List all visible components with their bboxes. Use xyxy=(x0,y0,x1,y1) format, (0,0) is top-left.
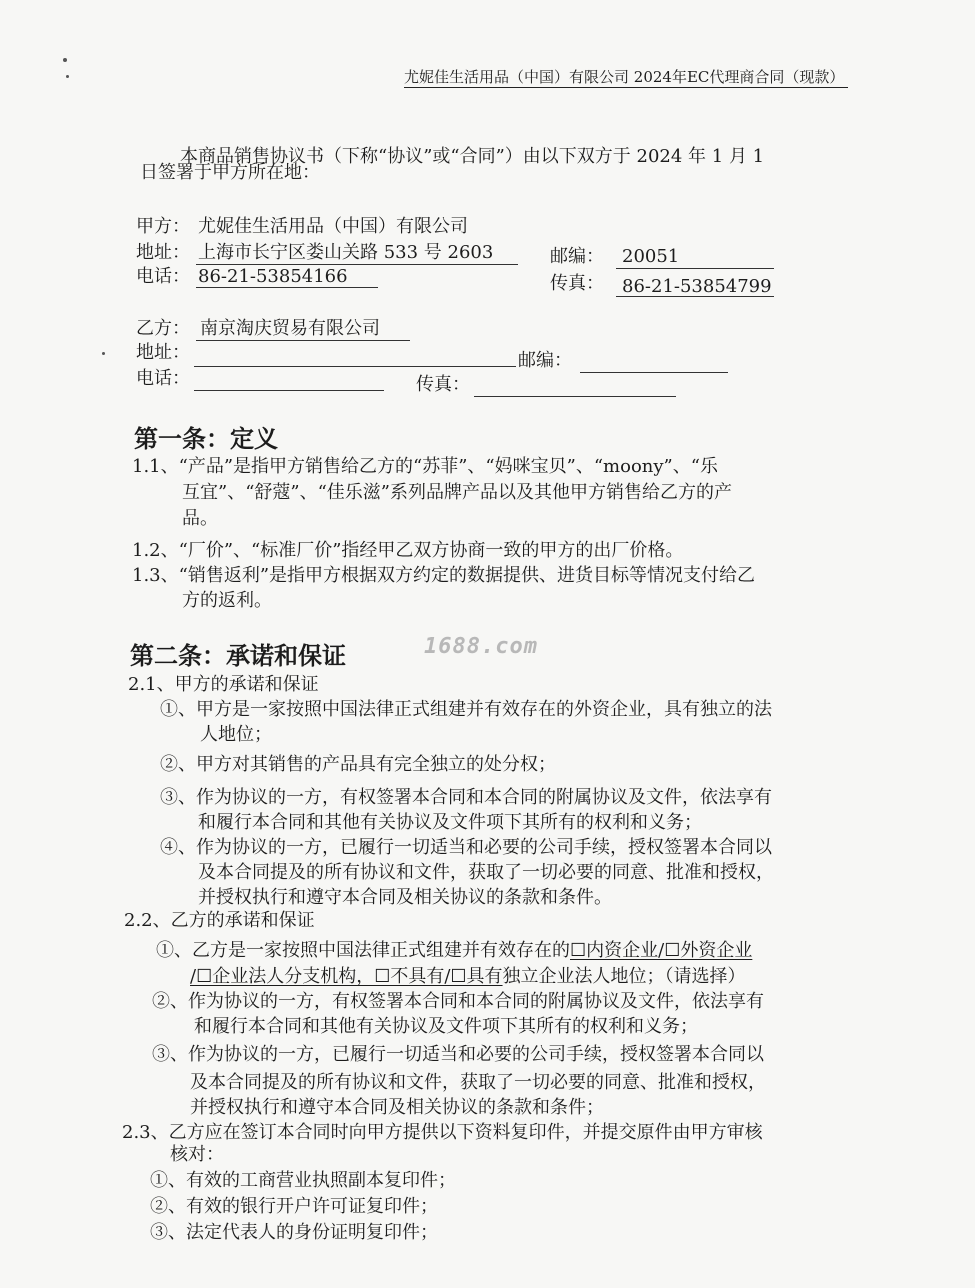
party-a-postcode-underline xyxy=(616,268,774,269)
section-2-1-line: ②、甲方对其销售的产品具有完全独立的处分权； xyxy=(160,754,556,775)
party-a-address: 上海市长宁区娄山关路 533 号 2603 xyxy=(198,242,494,263)
party-a-name: 尤妮佳生活用品（中国）有限公司 xyxy=(198,216,468,237)
section-2-1-line: ①、甲方是一家按照中国法律正式组建并有效存在的外资企业，具有独立的法 xyxy=(160,699,772,720)
party-b-fax-label: 传真： xyxy=(416,374,470,395)
section-2-1-line: 及本合同提及的所有协议和文件，获取了一切必要的同意、批准和授权， xyxy=(198,862,774,883)
section-2-1-line: ④、作为协议的一方，已履行一切适当和必要的公司手续，授权签署本合同以 xyxy=(160,837,772,858)
party-b-phone-field[interactable] xyxy=(194,390,384,391)
party-a-label: 甲方： xyxy=(136,216,190,237)
section-2-3-line: ②、有效的银行开户许可证复印件； xyxy=(150,1196,438,1217)
section-2-2-line: 和履行本合同和其他有关协议及文件项下其所有的权利和义务； xyxy=(194,1016,698,1037)
article-1-line: 互宜”、“舒蔻”、“佳乐滋”系列品牌产品以及其他甲方销售给乙方的产 xyxy=(182,482,733,503)
party-a-phone-label: 电话： xyxy=(136,266,190,287)
party-b-label: 乙方： xyxy=(136,318,190,339)
section-2-1-line: 和履行本合同和其他有关协议及文件项下其所有的权利和义务； xyxy=(198,812,702,833)
article-1-line: 1.2、“厂价”、“标准厂价”指经甲乙双方协商一致的甲方的出厂价格。 xyxy=(132,540,684,561)
article-1-line: 品。 xyxy=(182,508,218,529)
article-2-title: 第二条：承诺和保证 xyxy=(130,642,346,670)
section-2-1-line: 并授权执行和遵守本合同及相关协议的条款和条件。 xyxy=(198,887,612,908)
party-b-postcode-label: 邮编： xyxy=(518,350,572,371)
section-2-1-title: 2.1、甲方的承诺和保证 xyxy=(128,674,319,695)
intro-line-1: 本商品销售协议书（下称“协议”或“合同”）由以下双方于 2024 年 1 月 1 xyxy=(180,146,765,167)
section-2-3-line: ③、法定代表人的身份证明复印件； xyxy=(150,1222,438,1243)
party-a-postcode-label: 邮编： xyxy=(550,246,604,267)
section-2-2-line-1-prefix: ①、乙方是一家按照中国法律正式组建并有效存在的 xyxy=(156,940,570,961)
party-a-phone-underline xyxy=(196,287,378,288)
section-2-2-line: 及本合同提及的所有协议和文件，获取了一切必要的同意、批准和授权， xyxy=(190,1072,766,1093)
article-1-line: 方的返利。 xyxy=(182,590,272,611)
legal-status-options[interactable]: /☐企业法人分支机构，☐不具有/☐具有 xyxy=(190,966,503,987)
intro-line-2: 日签署于甲方所在地： xyxy=(140,162,320,183)
article-1-title: 第一条：定义 xyxy=(134,425,278,453)
section-2-1-line: 人地位； xyxy=(200,724,272,745)
party-b-name-underline xyxy=(196,340,410,341)
scan-speck xyxy=(102,352,105,355)
party-a-fax: 86-21-53854799 xyxy=(622,276,772,297)
article-1-line: 1.3、“销售返利”是指甲方根据双方约定的数据提供、进货目标等情况支付给乙 xyxy=(132,565,756,586)
header-rule xyxy=(404,87,848,88)
party-a-fax-label: 传真： xyxy=(550,273,604,294)
section-2-3-line: ①、有效的工商营业执照副本复印件； xyxy=(150,1170,456,1191)
party-b-phone-label: 电话： xyxy=(136,368,190,389)
party-a-fax-underline xyxy=(616,296,774,297)
document-header: 尤妮佳生活用品（中国）有限公司 2024年EC代理商合同（现款） xyxy=(404,68,845,86)
party-a-address-label: 地址： xyxy=(136,242,190,263)
party-b-name: 南京淘庆贸易有限公司 xyxy=(200,318,380,339)
party-b-fax-field[interactable] xyxy=(474,396,676,397)
section-2-2-line-2-suffix: 独立企业法人地位；（请选择） xyxy=(502,966,746,987)
section-2-3-line: 核对： xyxy=(170,1144,224,1165)
scan-speck xyxy=(66,75,69,78)
section-2-2-title: 2.2、乙方的承诺和保证 xyxy=(124,910,315,931)
section-2-2-line: ③、作为协议的一方，已履行一切适当和必要的公司手续，授权签署本合同以 xyxy=(152,1044,764,1065)
enterprise-type-options[interactable]: ☐内资企业/☐外资企业 xyxy=(570,940,753,961)
party-b-address-field[interactable] xyxy=(194,366,516,367)
section-2-3-line: 2.3、乙方应在签订本合同时向甲方提供以下资料复印件，并提交原件由甲方审核 xyxy=(122,1122,763,1143)
scan-speck xyxy=(63,58,67,62)
section-2-2-line: ②、作为协议的一方，有权签署本合同和本合同的附属协议及文件，依法享有 xyxy=(152,991,764,1012)
party-b-address-label: 地址： xyxy=(136,342,190,363)
section-2-2-line xyxy=(156,938,752,963)
party-a-postcode: 20051 xyxy=(622,246,680,267)
party-a-phone: 86-21-53854166 xyxy=(198,266,348,287)
party-b-postcode-field[interactable] xyxy=(580,372,728,373)
section-2-2-line xyxy=(190,964,746,989)
section-2-2-line: 并授权执行和遵守本合同及相关协议的条款和条件； xyxy=(190,1097,604,1118)
watermark-1688: 1688.com xyxy=(424,634,538,659)
article-1-line: 1.1、“产品”是指甲方销售给乙方的“苏菲”、“妈咪宝贝”、“moony”、“乐 xyxy=(132,456,718,477)
section-2-1-line: ③、作为协议的一方，有权签署本合同和本合同的附属协议及文件，依法享有 xyxy=(160,787,772,808)
